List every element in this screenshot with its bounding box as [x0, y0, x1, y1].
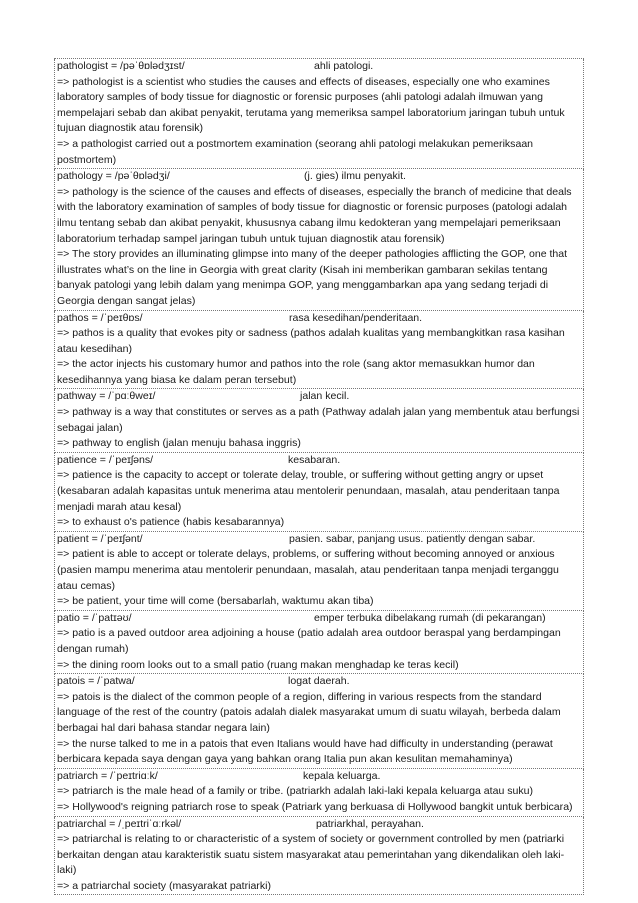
- entry-pathologist: [54, 59, 584, 169]
- entry-heading: [57, 59, 582, 75]
- entry-meaning: kesabaran.: [288, 453, 341, 466]
- entry-pathology: [54, 169, 584, 310]
- entry-heading: [57, 453, 582, 469]
- entry-heading: [57, 674, 582, 690]
- entry-term: patio = /ˈpatɪəʊ/: [57, 611, 132, 624]
- entry-term: patriarchal = /ˌpeɪtriˈɑːrkəl/: [57, 817, 182, 830]
- entry-meaning: pasien. sabar, panjang usus. patiently dengan sabar.: [289, 532, 536, 545]
- entry-patient: [54, 532, 584, 611]
- entry-heading: [57, 532, 582, 548]
- entry-pathway: [54, 389, 584, 452]
- entry-meaning: (j. gies) ilmu penyakit.: [304, 170, 406, 183]
- entry-patriarch: [54, 769, 584, 817]
- entry-definition: => patriarch is the male head of a family or tribe. (patriarkh adalah laki-laki kepala keluarga atau suku): [57, 785, 534, 798]
- entry-patio: [54, 611, 584, 674]
- entry-example: => the dining room looks out to a small patio (ruang makan menghadap ke teras kecil): [57, 658, 459, 671]
- entry-definition: => patriarchal is relating to or characteristic of a system of society or government controlled by men (patriarki berkaitan dengan atau karakteristik suatu sistem masyarakat atau pemerintahan yang dikendalikan oleh laki-laki): [57, 833, 565, 877]
- entry-example: => to exhaust o's patience (habis kesabarannya): [57, 516, 285, 529]
- entry-heading: [57, 311, 582, 327]
- entry-example: => a pathologist carried out a postmortem examination (seorang ahli patologi melakukan pemeriksaan postmortem): [57, 137, 534, 166]
- entry-definition: => pathology is the science of the causes and effects of diseases, especially the branch of medicine that deals with the laboratory examination of samples of body tissue for diagnostic or forensic purposes (patologi adalah ilmu tentang sebab dan akibat penyakit, khususnya cabang ilmu kedokteran yang mempelajari pemeriksaan laboratorium terhadap sampel jaringan tubuh untuk tujuan diagnostik atau forensik): [57, 185, 572, 245]
- entry-heading: [57, 389, 582, 405]
- entry-heading: [57, 817, 582, 833]
- entry-example: => the nurse talked to me in a patois that even Italians would have had difficulty in understanding (perawat berbicara kepada saya dengan gaya yang bahkan orang Italia pun akan kesulitan memahaminya): [57, 737, 553, 766]
- entry-patois: [54, 674, 584, 769]
- entry-definition: => pathos is a quality that evokes pity or sadness (pathos adalah kualitas yang membangkitkan rasa kasihan atau kesedihan): [57, 327, 565, 355]
- entry-example: => the actor injects his customary humor and pathos into the role (sang aktor memasukkan humor dan kesedihannya yang biasa ke dalam peran tersebut): [57, 358, 535, 386]
- entry-definition: => patio is a paved outdoor area adjoining a house (patio adalah area outdoor beraspal yang berdampingan dengan rumah): [57, 627, 561, 655]
- entry-pathos: [54, 311, 584, 390]
- entry-patience: [54, 453, 584, 532]
- entry-meaning: kepala keluarga.: [303, 769, 381, 782]
- entry-heading: [57, 169, 582, 185]
- entry-term: pathology = /pəˈθɒlədʒi/: [57, 170, 170, 183]
- entry-definition: => pathway is a way that constitutes or serves as a path (Pathway adalah jalan yang membentuk atau berfungsi sebagai jalan): [57, 406, 580, 434]
- entry-definition: => patience is the capacity to accept or tolerate delay, trouble, or suffering without getting angry or upset (kesabaran adalah kapasitas untuk menerima atau mentolerir penundaan, masalah, atau penderitaan tanpa menjadi marah atau kesal): [57, 469, 560, 513]
- entry-term: patient = /ˈpeɪʃənt/: [57, 532, 143, 545]
- entry-meaning: rasa kesedihan/penderitaan.: [289, 311, 423, 324]
- entry-example: => be patient, your time will come (bersabarlah, waktumu akan tiba): [57, 595, 374, 608]
- glossary-table: [54, 58, 584, 895]
- entry-term: patois = /ˈpatwa/: [57, 675, 135, 688]
- entry-definition: => pathologist is a scientist who studies the causes and effects of diseases, especially one who examines laboratory samples of body tissue for diagnostic or forensic purposes (ahli patologi adalah ilmuwan yang mempelajari sebab dan akibat penyakit, terutama yang memeriksa sampel laboratorium jaringan tubuh untuk tujuan diagnostik atau forensik): [57, 75, 565, 135]
- entry-meaning: jalan kecil.: [300, 390, 350, 403]
- entry-example: => a patriarchal society (masyarakat patriarki): [57, 879, 271, 892]
- entry-term: patriarch = /ˈpeɪtriɑːk/: [57, 769, 158, 782]
- entry-meaning: logat daerah.: [288, 675, 350, 688]
- entry-term: patience = /ˈpeɪʃəns/: [57, 453, 154, 466]
- entry-example: => pathway to english (jalan menuju bahasa inggris): [57, 437, 301, 450]
- entry-example: => The story provides an illuminating glimpse into many of the deeper pathologies afflicting the GOP, one that illustrates what’s on the line in Georgia with great clarity (Kisah ini memberikan gambaran sekilas tentang banyak patologi yang lebih dalam yang menimpa GOP, yang menggambarkan apa yang sedang terjadi di Georgia dengan sangat jelas): [57, 248, 568, 307]
- entry-definition: => patois is the dialect of the common people of a region, differing in various respects from the standard language of the rest of the country (patois adalah dialek masyarakat umum di suatu wilayah, berbeda dalam berbagai hal dari bahasa standar negara lain): [57, 690, 561, 734]
- entry-meaning: ahli patologi.: [314, 60, 374, 72]
- entry-definition: => patient is able to accept or tolerate delays, problems, or suffering without becoming annoyed or anxious (pasien mampu menerima atau mentolerir penundaan, masalah, atau penderitaan tanpa menjadi terganggu atau cemas): [57, 548, 559, 592]
- entry-meaning: emper terbuka dibelakang rumah (di pekarangan): [314, 611, 546, 624]
- entry-patriarchal: [54, 817, 584, 896]
- entry-example: => Hollywood's reigning patriarch rose to speak (Patriark yang berkuasa di Hollywood bangkit untuk berbicara): [57, 800, 573, 813]
- entry-heading: [57, 769, 582, 785]
- entry-term: pathway = /ˈpɑːθweɪ/: [57, 390, 156, 403]
- entry-heading: [57, 611, 582, 627]
- entry-term: pathologist = /pəˈθɒlədʒɪst/: [57, 60, 185, 72]
- entry-meaning: patriarkhal, perayahan.: [316, 817, 424, 830]
- entry-term: pathos = /ˈpeɪθɒs/: [57, 311, 143, 324]
